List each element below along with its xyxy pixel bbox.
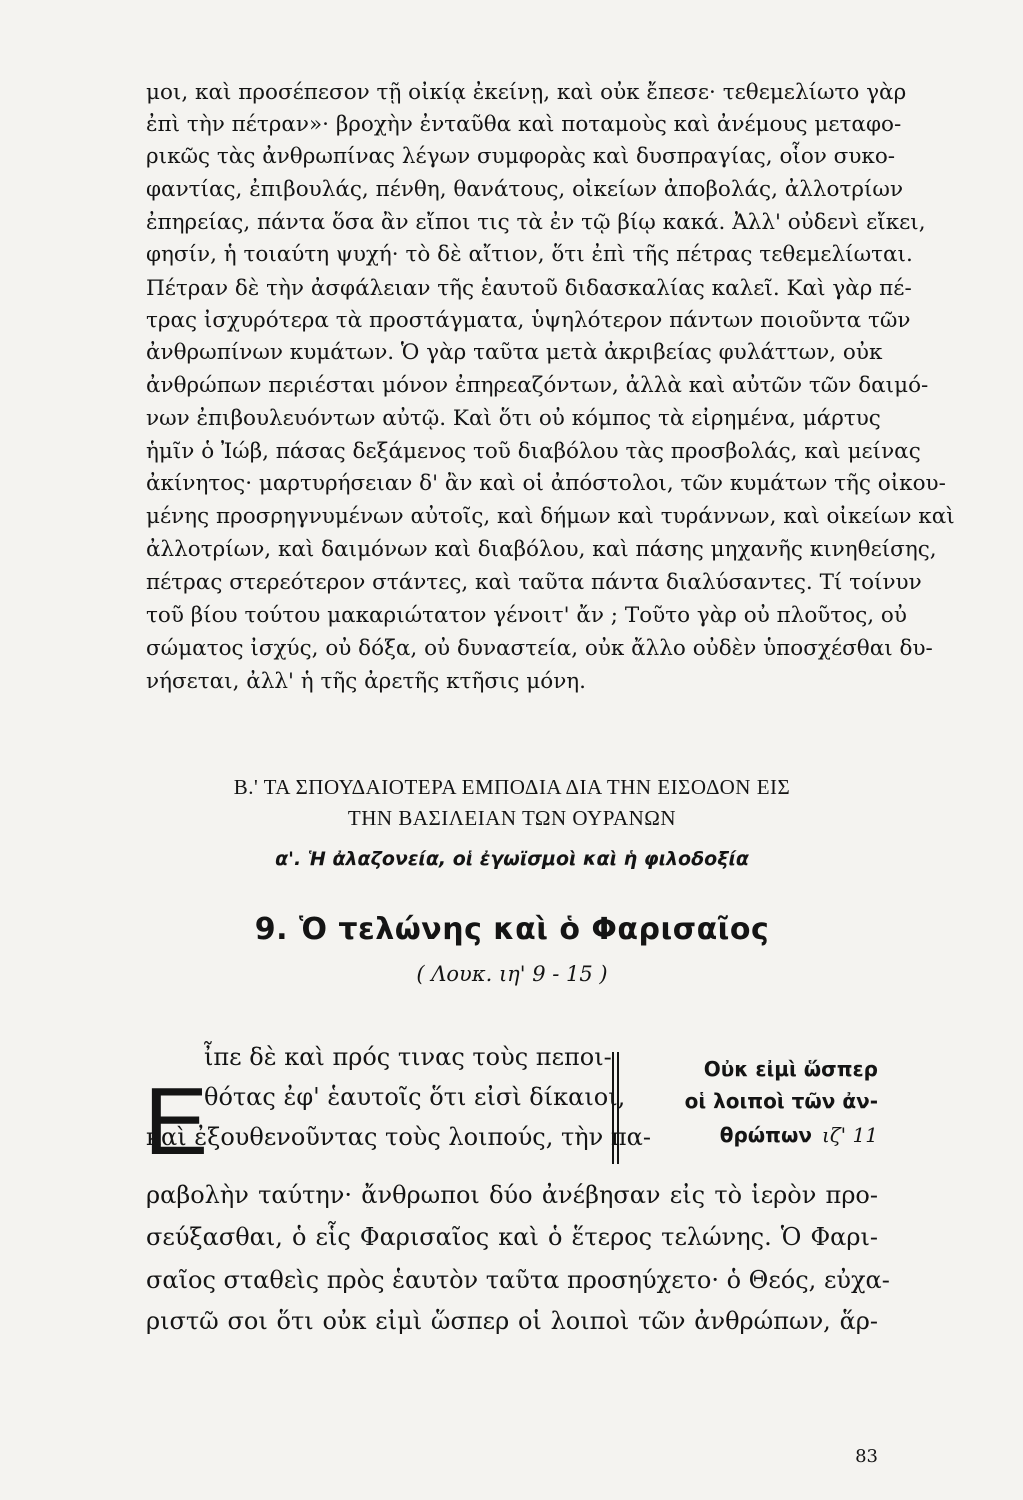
text-line: σεύξασθαι, ὁ εἷς Φαρισαῖος καὶ ὁ ἕτερος τελώνης. Ὁ Φαρι- <box>146 1223 878 1251</box>
text-line: τοῦ βίου τούτου μακαριώτατον γένοιτ' ἄν ; Τοῦτο γὰρ οὐ πλοῦτος, οὐ <box>146 603 907 628</box>
text-line: θότας ἐφ' ἑαυτοῖς ὅτι εἰσὶ δίκαιοι, <box>204 1083 626 1111</box>
text-line: ἐπηρείας, πάντα ὅσα ἂν εἴποι τις τὰ ἐν τῷ βίῳ κακά. Ἀλλ' οὐδενὶ εἴκει, <box>146 210 926 235</box>
text-line: μοι, καὶ προσέπεσον τῇ οἰκίᾳ ἐκείνῃ, καὶ οὐκ ἔπεσε· τεθεμελίωτο γὰρ <box>146 80 907 105</box>
margin-note-line-2: οἱ λοιποὶ τῶν ἀν- <box>684 1089 878 1113</box>
scripture-reference: ( Λουκ. ιη' 9 - 15 ) <box>416 962 608 986</box>
text-line: τρας ἰσχυρότερα τὰ προστάγματα, ὑψηλότερον πάντων ποιοῦντα τῶν <box>146 308 911 333</box>
margin-note-text: θρώπων <box>719 1123 812 1147</box>
text-line: μένης προσρηγνυμένων αὐτοῖς, καὶ δήμων καὶ τυράννων, καὶ οἰκείων καὶ <box>146 504 955 529</box>
text-line: ἀκίνητος· μαρτυρήσειαν δ' ἂν καὶ οἱ ἀπόστολοι, τῶν κυμάτων τῆς οἰκου- <box>146 471 946 496</box>
text-line: ἡμῖν ὁ Ἰώβ, πάσας δεξάμενος τοῦ διαβόλου τὰς προσβολάς, καὶ μείνας <box>146 439 921 464</box>
section-heading-line-1: Β.' ΤΑ ΣΠΟΥΔΑΙΟΤΕΡΑ ΕΜΠΟΔΙΑ ΔΙΑ ΤΗΝ ΕΙΣΟΔΟΝ ΕΙΣ <box>233 775 791 799</box>
text-line: φαντίας, ἐπιβουλάς, πένθη, θανάτους, οἰκείων ἀποβολάς, ἀλλοτρίων <box>146 177 904 202</box>
margin-note-reference: ιζ' 11 <box>822 1123 878 1147</box>
subheading: α'. Ἡ ἀλαζονεία, οἱ ἐγωϊσμοὶ καὶ ἡ φιλοδοξία <box>275 848 749 870</box>
text-line: ἶπε δὲ καὶ πρός τινας τοὺς πεποι- <box>204 1043 612 1071</box>
margin-note-line-1: Οὐκ εἰμὶ ὥσπερ <box>703 1057 878 1081</box>
text-line: Πέτραν δὲ τὴν ἀσφάλειαν τῆς ἑαυτοῦ διδασκαλίας καλεῖ. Καὶ γὰρ πέ- <box>146 276 912 301</box>
text-line: ραβολὴν ταύτην· ἄνθρωποι δύο ἀνέβησαν εἰς τὸ ἱερὸν προ- <box>146 1181 878 1209</box>
text-line: πέτρας στερεότερον στάντες, καὶ ταῦτα πάντα διαλύσαντες. Τί τοίνυν <box>146 570 922 595</box>
text-line: ἐπὶ τὴν πέτραν»· βροχὴν ἐνταῦθα καὶ ποταμοὺς καὶ ἀνέμους μεταφο- <box>146 112 902 137</box>
text-line: ρικῶς τὰς ἀνθρωπίνας λέγων συμφορὰς καὶ δυσπραγίας, οἷον συκο- <box>146 144 896 169</box>
text-line: νήσεται, ἀλλ' ἡ τῆς ἀρετῆς κτῆσις μόνη. <box>146 669 587 694</box>
text-line: σώματος ἰσχύς, οὐ δόξα, οὐ δυναστεία, οὐκ ἄλλο οὐδὲν ὑποσχέσθαι δυ- <box>146 636 933 661</box>
text-line: φησίν, ἡ τοιαύτη ψυχή· τὸ δὲ αἴτιον, ὅτι ἐπὶ τῆς πέτρας τεθεμελίωται. <box>146 242 913 267</box>
section-heading-line-2: ΤΗΝ ΒΑΣΙΛΕΙΑΝ ΤΩΝ ΟΥΡΑΝΩΝ <box>347 806 677 830</box>
text-line: νων ἐπιβουλευόντων αὐτῷ. Καὶ ὅτι οὐ κόμπος τὰ εἰρημένα, μάρτυς <box>146 406 881 431</box>
drop-cap: Ε <box>144 1068 209 1175</box>
margin-divider <box>612 1052 619 1164</box>
text-line: ἀνθρωπίνων κυμάτων. Ὁ γὰρ ταῦτα μετὰ ἀκριβείας φυλάττων, οὐκ <box>146 340 883 365</box>
chapter-title: 9. Ὁ τελώνης καὶ ὁ Φαρισαῖος <box>254 912 770 947</box>
text-line: καὶ ἐξουθενοῦντας τοὺς λοιπούς, τὴν πα- <box>146 1123 651 1151</box>
text-line: ἀνθρώπων περιέσται μόνον ἐπηρεαζόντων, ἀλλὰ καὶ αὐτῶν τῶν δαιμό- <box>146 373 929 398</box>
text-line: σαῖος σταθεὶς πρὸς ἑαυτὸν ταῦτα προσηύχετο· ὁ Θεός, εὐχα- <box>146 1266 890 1294</box>
page-number: 83 <box>855 1446 878 1467</box>
text-line: ἀλλοτρίων, καὶ δαιμόνων καὶ διαβόλου, καὶ πάσης μηχανῆς κινηθείσης, <box>146 537 937 562</box>
text-line: ριστῶ σοι ὅτι οὐκ εἰμὶ ὥσπερ οἱ λοιποὶ τῶν ἀνθρώπων, ἅρ- <box>146 1307 878 1335</box>
margin-note-line-3 <box>630 1120 878 1150</box>
